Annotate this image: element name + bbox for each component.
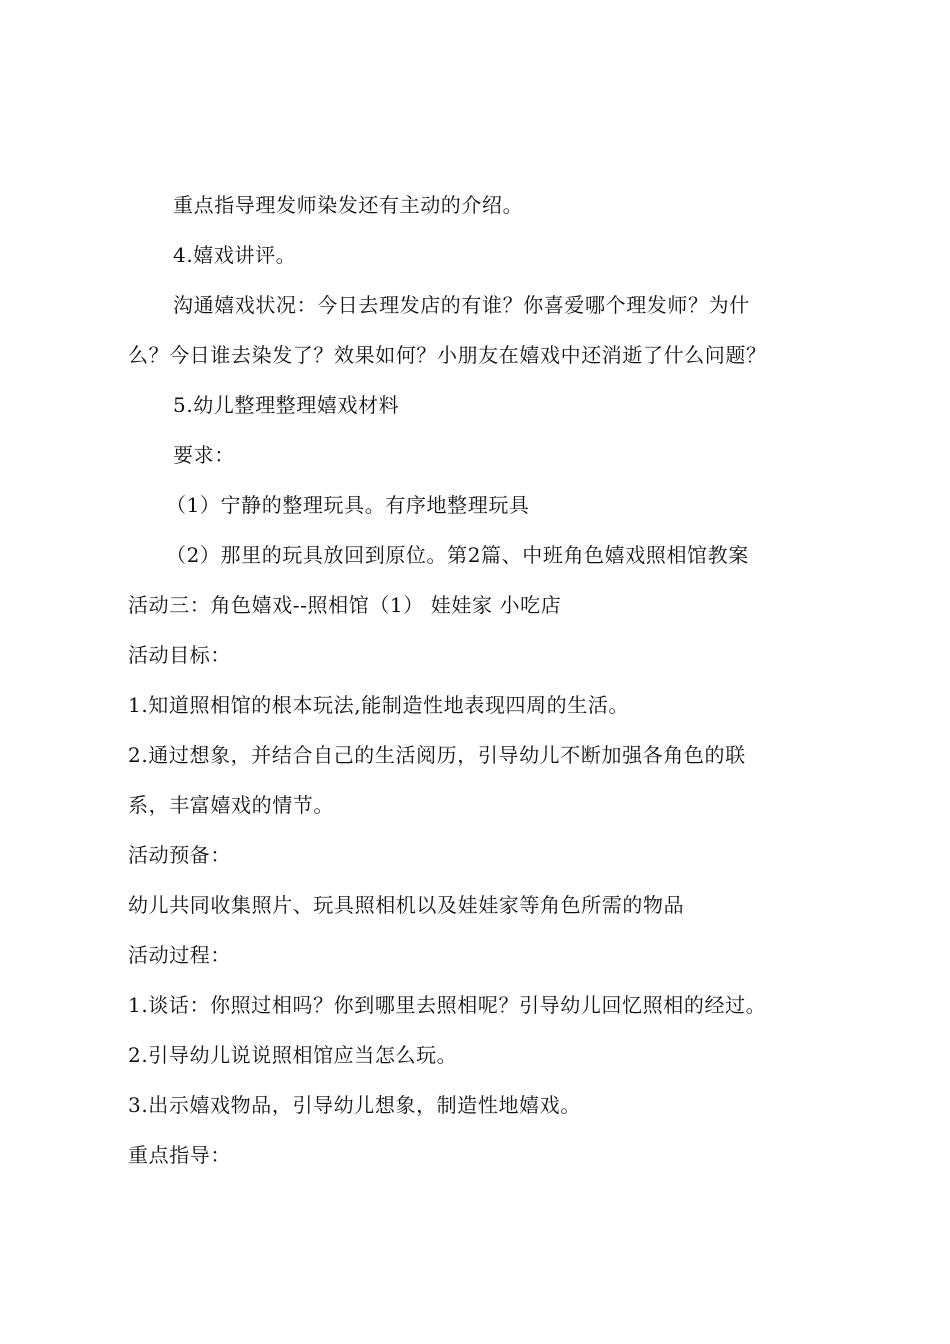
paragraph-line: 重点指导： — [128, 1143, 231, 1167]
paragraph-line: 5.幼儿整理整理嬉戏材料 — [173, 393, 400, 417]
paragraph-line: 活动三：角色嬉戏--照相馆（1） 娃娃家 小吃店 — [128, 593, 562, 617]
paragraph-line: 活动预备： — [128, 843, 231, 867]
paragraph-line: （1）宁静的整理玩具。有序地整理玩具 — [166, 493, 530, 517]
paragraph-line: 活动过程： — [128, 943, 231, 967]
paragraph-line: 要求： — [173, 443, 235, 467]
paragraph-line: 1.谈话：你照过相吗？你到哪里去照相呢？引导幼儿回忆照相的经过。 — [128, 993, 767, 1017]
paragraph-line: 2.通过想象，并结合自己的生活阅历，引导幼儿不断加强各角色的联 — [128, 743, 746, 767]
paragraph-line: 3.出示嬉戏物品，引导幼儿想象，制造性地嬉戏。 — [128, 1093, 581, 1117]
paragraph-line: 幼儿共同收集照片、玩具照相机以及娃娃家等角色所需的物品 — [128, 893, 685, 917]
paragraph-line: 沟通嬉戏状况：今日去理发店的有谁？你喜爱哪个理发师？为什 — [173, 293, 750, 317]
paragraph-line: 4.嬉戏讲评。 — [173, 243, 297, 267]
paragraph-line: 重点指导理发师染发还有主动的介绍。 — [173, 193, 524, 217]
paragraph-line: 2.引导幼儿说说照相馆应当怎么玩。 — [128, 1043, 458, 1067]
paragraph-line: （2）那里的玩具放回到原位。第2篇、中班角色嬉戏照相馆教案 — [166, 543, 749, 567]
paragraph-line: 么？今日谁去染发了？效果如何？小朋友在嬉戏中还消逝了什么问题？ — [128, 343, 767, 367]
paragraph-line: 系，丰富嬉戏的情节。 — [128, 793, 334, 817]
paragraph-line: 活动目标： — [128, 643, 231, 667]
paragraph-line: 1.知道照相馆的根本玩法,能制造性地表现四周的生活。 — [128, 693, 630, 717]
